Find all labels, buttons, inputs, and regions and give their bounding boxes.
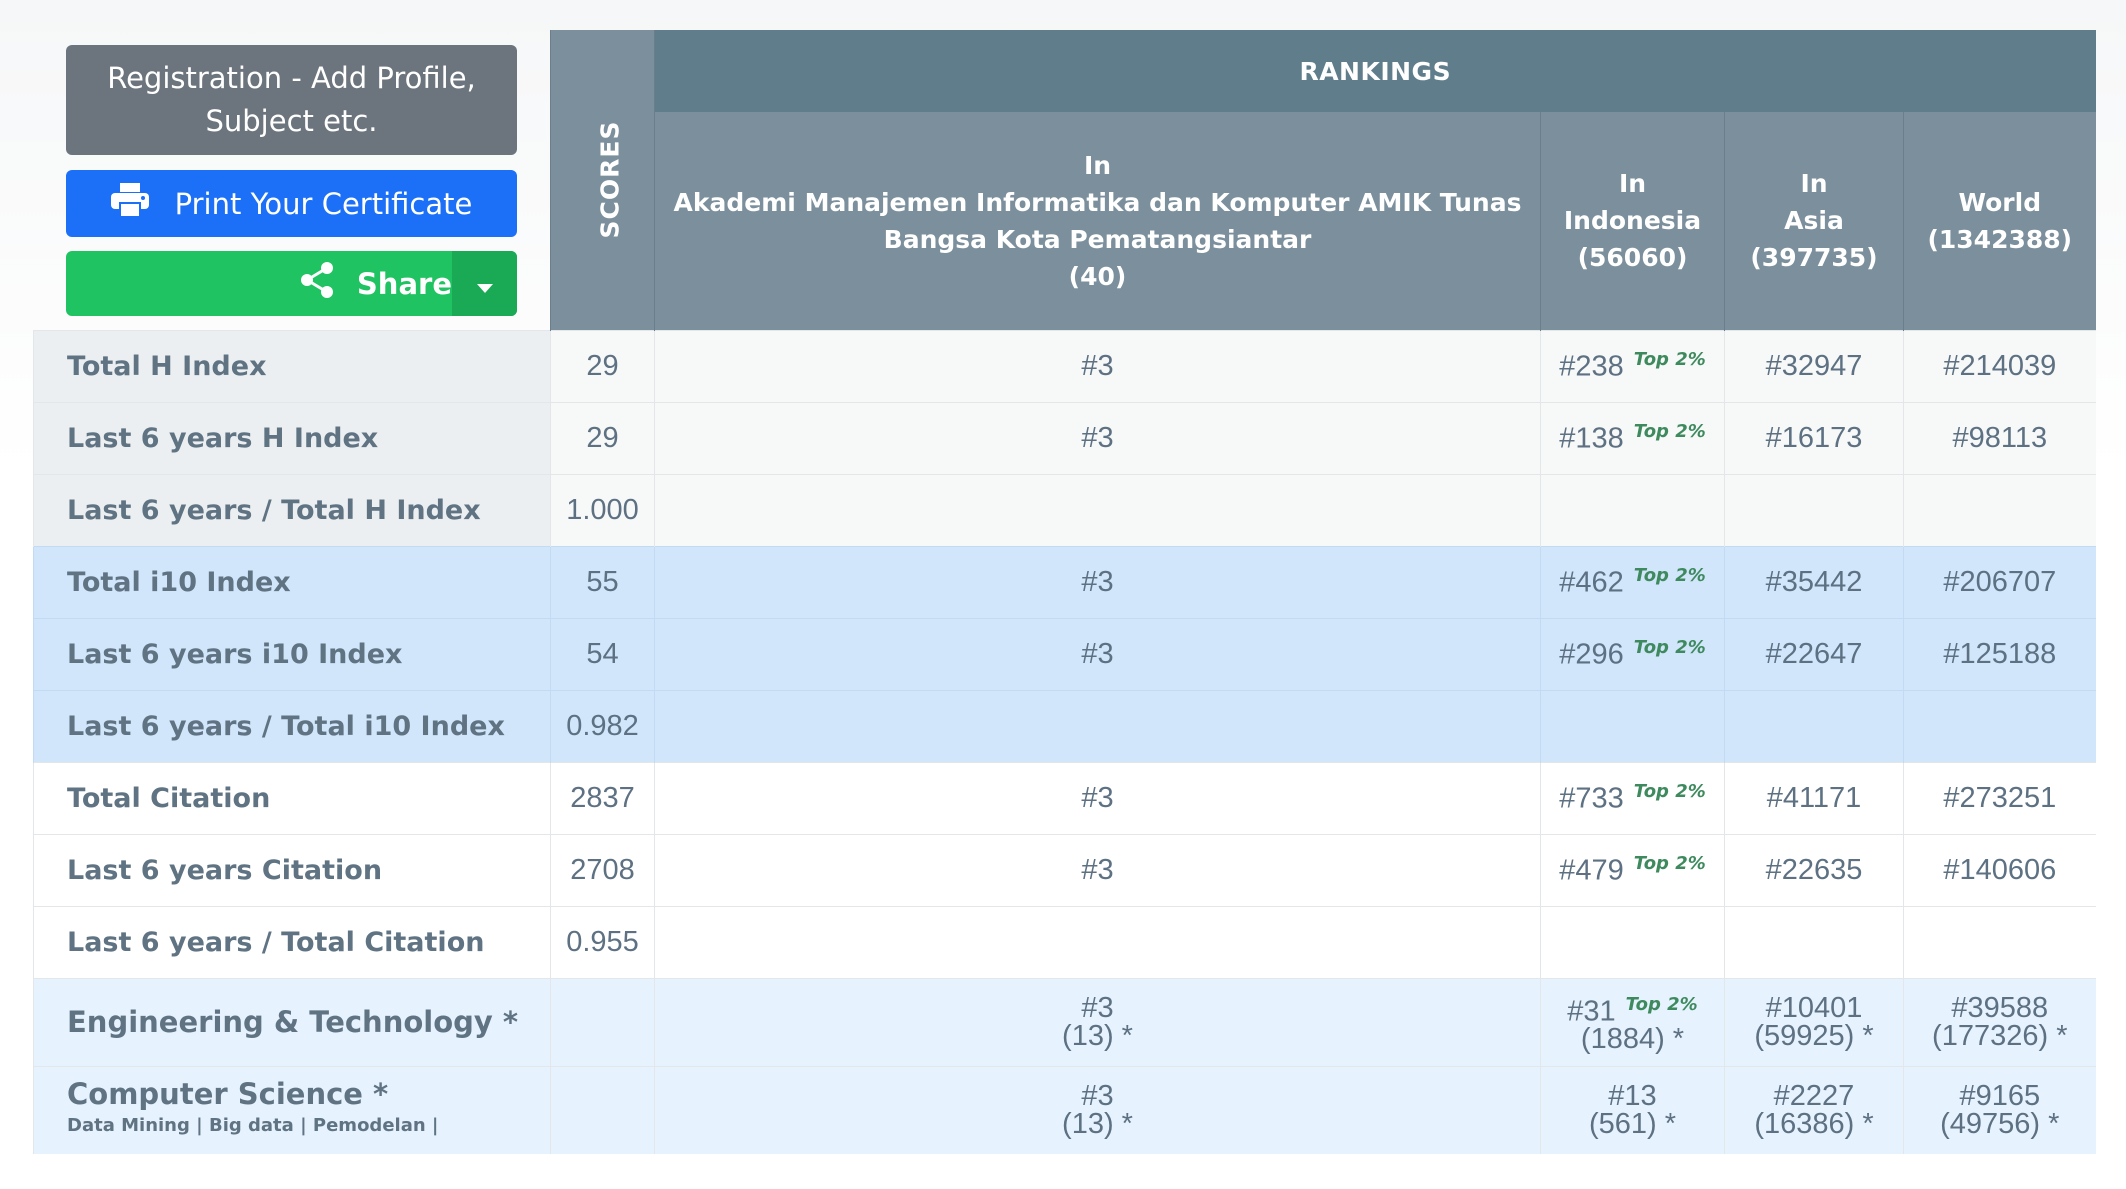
registration-label: Registration - Add Profile, Subject etc. (107, 61, 476, 138)
table-row (34, 474, 2096, 546)
metric-label: Last 6 years Citation (34, 834, 551, 906)
share-label: Share (356, 266, 452, 301)
score-cell: 0.955 (551, 906, 655, 978)
world-rank-cell: #39588 (177326) * (1904, 978, 2096, 1066)
subject-row (34, 1066, 2096, 1154)
score-cell: 0.982 (551, 690, 655, 762)
scores-header: SCORES (551, 30, 655, 330)
score-cell (551, 1066, 655, 1154)
table-row (34, 402, 2096, 474)
top-percent-badge: Top 2% (1625, 993, 1698, 1015)
world-rank-cell: #125188 (1904, 618, 2096, 690)
region-column-header: In Asia (397735) (1725, 112, 1904, 330)
world-rank-cell: #140606 (1904, 834, 2096, 906)
world-rank-cell: #98113 (1904, 402, 2096, 474)
top-percent-badge: Top 2% (1633, 780, 1706, 802)
world-rank-cell (1904, 690, 2096, 762)
asia-rank-cell: #32947 (1725, 330, 1904, 402)
institution-rank-cell (655, 906, 1541, 978)
country-rank-cell: #31 $^{Top 2\%}$ (1884) * (1541, 978, 1725, 1066)
table-row (34, 906, 2096, 978)
metric-label: Total i10 Index (34, 546, 551, 618)
asia-rank-cell: #2227 (16386) * (1725, 1066, 1904, 1154)
print-label: Print Your Certificate (174, 186, 473, 221)
top-percent-badge: Top 2% (1633, 636, 1706, 658)
score-cell (551, 978, 655, 1066)
country-rank-cell: #479 $^{Top 2\%}$ (1541, 834, 1725, 906)
metric-label: Last 6 years H Index (34, 402, 551, 474)
country-rank-cell (1541, 474, 1725, 546)
header-spacer (34, 30, 551, 330)
asia-rank-cell: #35442 (1725, 546, 1904, 618)
institution-rank-cell (655, 474, 1541, 546)
world-rank-cell: #273251 (1904, 762, 2096, 834)
world-rank-cell: #214039 (1904, 330, 2096, 402)
table-row (34, 546, 2096, 618)
country-rank-cell (1541, 906, 1725, 978)
metric-label: Total Citation (34, 762, 551, 834)
top-percent-badge: Top 2% (1633, 348, 1706, 370)
country-rank-cell: #238 $^{Top 2\%}$ (1541, 330, 1725, 402)
top-percent-badge: Top 2% (1633, 420, 1706, 442)
institution-rank-cell: #3 (655, 402, 1541, 474)
institution-column-header: In Akademi Manajemen Informatika dan Komputer AMIK Tunas Bangsa Kota Pematangsiantar (40) (655, 112, 1541, 330)
metric-label: Last 6 years / Total i10 Index (34, 690, 551, 762)
institution-rank-cell: #3 (655, 618, 1541, 690)
country-rank-cell: #462 $^{Top 2\%}$ (1541, 546, 1725, 618)
asia-rank-cell (1725, 474, 1904, 546)
world-rank-cell (1904, 474, 2096, 546)
score-cell: 55 (551, 546, 655, 618)
top-percent-badge: Top 2% (1633, 852, 1706, 874)
table-row (34, 762, 2096, 834)
institution-rank-cell: #3 (13) * (655, 1066, 1541, 1154)
institution-rank-cell (655, 690, 1541, 762)
table-row (34, 330, 2096, 402)
asia-rank-cell: #41171 (1725, 762, 1904, 834)
country-rank-cell (1541, 690, 1725, 762)
subject-keywords: Data Mining | Big data | Pemodelan | (67, 1115, 439, 1137)
world-column-header: World (1342388) (1904, 112, 2096, 330)
subject-label: Engineering & Technology * (34, 978, 551, 1066)
metric-label: Last 6 years / Total Citation (34, 906, 551, 978)
country-rank-cell: #138 $^{Top 2\%}$ (1541, 402, 1725, 474)
asia-rank-cell: #22635 (1725, 834, 1904, 906)
institution-rank-cell: #3 (655, 546, 1541, 618)
country-rank-cell: #733 $^{Top 2\%}$ (1541, 762, 1725, 834)
score-cell: 2708 (551, 834, 655, 906)
institution-rank-cell: #3 (655, 762, 1541, 834)
score-cell: 2837 (551, 762, 655, 834)
rankings-table (33, 30, 2096, 1154)
asia-rank-cell: #10401 (59925) * (1725, 978, 1904, 1066)
score-cell: 29 (551, 402, 655, 474)
world-rank-cell: #206707 (1904, 546, 2096, 618)
country-rank-cell: #296 $^{Top 2\%}$ (1541, 618, 1725, 690)
table-row (34, 834, 2096, 906)
metric-label: Last 6 years i10 Index (34, 618, 551, 690)
world-rank-cell (1904, 906, 2096, 978)
country-column-header: In Indonesia (56060) (1541, 112, 1725, 330)
asia-rank-cell: #22647 (1725, 618, 1904, 690)
rankings-header: RANKINGS (655, 30, 2096, 112)
subject-label: Computer Science * Data Mining | Big data | Pemodelan | (34, 1066, 551, 1154)
table-row (34, 690, 2096, 762)
institution-rank-cell: #3 (13) * (655, 978, 1541, 1066)
institution-rank-cell: #3 (655, 834, 1541, 906)
table-row (34, 618, 2096, 690)
score-cell: 29 (551, 330, 655, 402)
metric-label: Last 6 years / Total H Index (34, 474, 551, 546)
world-rank-cell: #9165 (49756) * (1904, 1066, 2096, 1154)
score-cell: 54 (551, 618, 655, 690)
asia-rank-cell (1725, 690, 1904, 762)
metric-label: Total H Index (34, 330, 551, 402)
score-cell: 1.000 (551, 474, 655, 546)
asia-rank-cell: #16173 (1725, 402, 1904, 474)
top-percent-badge: Top 2% (1633, 564, 1706, 586)
country-rank-cell: #13 (561) * (1541, 1066, 1725, 1154)
institution-rank-cell: #3 (655, 330, 1541, 402)
asia-rank-cell (1725, 906, 1904, 978)
subject-row (34, 978, 2096, 1066)
